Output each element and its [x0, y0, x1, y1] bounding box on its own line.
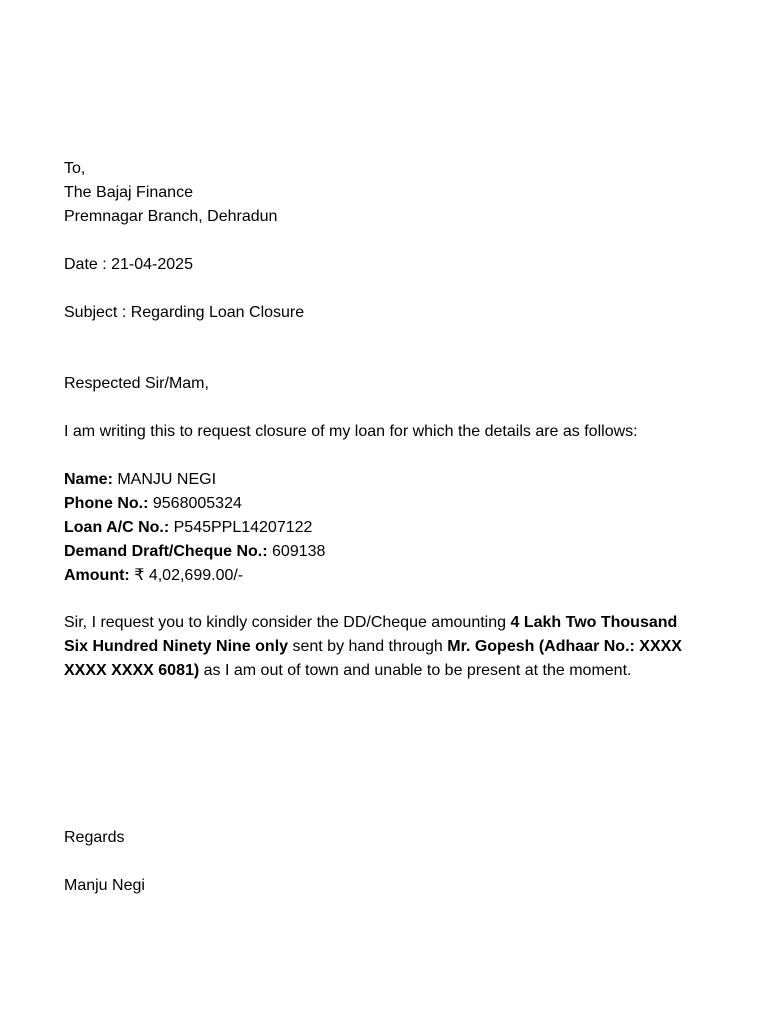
detail-amount [64, 564, 704, 588]
recipient-name: The Bajaj Finance [64, 184, 193, 201]
recipient-address [64, 157, 704, 229]
letter-date: Date : 21-04-2025 [64, 256, 193, 273]
detail-phone-label: Phone No.: [64, 495, 149, 512]
intro-block [64, 420, 704, 444]
subject-block [64, 301, 704, 325]
detail-amount-label: Amount: [64, 567, 130, 584]
detail-amount-value: ₹ 4,02,699.00/- [129, 567, 244, 584]
closing-block [64, 826, 704, 850]
letter-subject: Subject : Regarding Loan Closure [64, 304, 305, 321]
loan-details [64, 468, 704, 588]
detail-loan-account [64, 516, 704, 540]
signature-block [64, 874, 704, 898]
request-person: Mr. Gopesh (Adhaar No.: XXXX XXXX XXXX 6081) [64, 638, 682, 679]
request-paragraph [64, 611, 694, 683]
intro-paragraph: I am writing this to request closure of my loan for which the details are as follows: [64, 423, 638, 440]
request-text-2: sent by hand through [288, 638, 448, 655]
detail-cheque-value: 609138 [267, 543, 326, 560]
request-text-3: as I am out of town and unable to be present at the moment. [199, 662, 632, 679]
to-line: To, [64, 160, 86, 177]
salutation: Respected Sir/Mam, [64, 375, 209, 392]
detail-loan-label: Loan A/C No.: [64, 519, 170, 536]
detail-phone [64, 492, 704, 516]
request-amount-words: 4 Lakh Two Thousand Six Hundred Ninety Nine only [64, 614, 678, 655]
detail-name-label: Name: [64, 471, 113, 488]
recipient-branch: Premnagar Branch, Dehradun [64, 208, 278, 225]
detail-name-value: MANJU NEGI [112, 471, 217, 488]
detail-loan-value: P545PPL14207122 [169, 519, 313, 536]
detail-name [64, 468, 704, 492]
request-text-1: Sir, I request you to kindly consider the DD/Cheque amounting [64, 614, 511, 631]
date-block [64, 253, 704, 277]
detail-phone-value: 9568005324 [148, 495, 242, 512]
closing: Regards [64, 829, 125, 846]
signature-name: Manju Negi [64, 877, 145, 894]
detail-cheque [64, 540, 704, 564]
salutation-block [64, 372, 704, 396]
detail-cheque-label: Demand Draft/Cheque No.: [64, 543, 268, 560]
